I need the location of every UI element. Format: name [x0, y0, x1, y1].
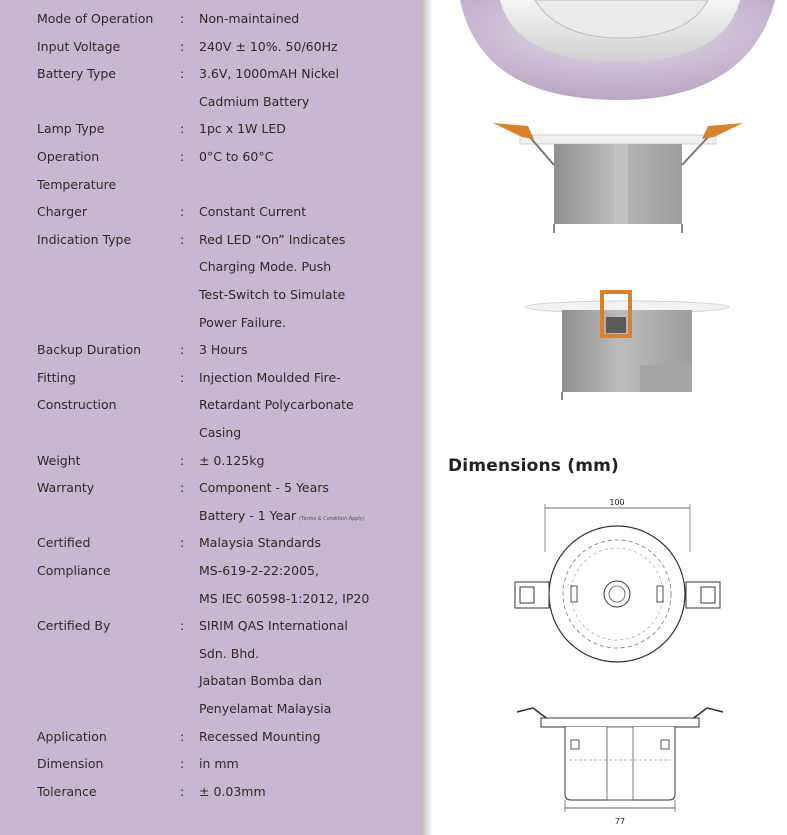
spec-value-text: Penyelamat Malaysia	[199, 701, 332, 716]
spec-label: Mode of Operation	[37, 11, 154, 26]
product-side-view-clips-open	[488, 115, 748, 240]
panel-shadow	[421, 0, 433, 835]
product-photo-top	[440, 0, 787, 100]
dimensions-title: Dimensions (mm)	[448, 456, 620, 476]
spec-label: Fitting	[37, 369, 76, 385]
spec-value-text: Injection Moulded Fire-	[199, 369, 341, 385]
spec-colon: :	[180, 783, 185, 799]
dimension-drawing-side-view	[515, 700, 725, 830]
spec-value	[199, 784, 266, 800]
spec-value	[199, 756, 239, 772]
spec-value	[199, 591, 369, 607]
spec-value-text: Component - 5 Years	[199, 480, 329, 496]
spec-value-text: MS IEC 60598-1:2012, IP20	[199, 590, 370, 606]
spec-label: Tolerance	[37, 783, 97, 799]
spec-value-text: ± 0.03mm	[199, 783, 266, 799]
spec-value-text: Non-maintained	[199, 11, 300, 26]
dimension-label-100: 100	[609, 498, 625, 507]
spec-value-text: 3 Hours	[199, 342, 248, 358]
spec-label: Charger	[37, 204, 87, 220]
spec-value-text: in mm	[199, 756, 239, 772]
spec-value-text: Red LED “On” Indicates	[199, 231, 346, 247]
spec-colon: :	[180, 452, 185, 468]
spec-label: Warranty	[37, 480, 95, 496]
spec-value-text: Power Failure.	[199, 314, 286, 330]
spec-value-text: 240V ± 10%. 50/60Hz	[199, 38, 338, 54]
product-side-view-clips-closed	[520, 285, 735, 405]
spec-value	[199, 425, 241, 441]
spec-label: Battery Type	[37, 66, 116, 82]
spec-value-text: Charging Mode. Push	[199, 259, 332, 275]
spec-value	[199, 39, 338, 55]
spec-colon: :	[180, 231, 185, 247]
spec-label: Weight	[37, 452, 81, 468]
spec-colon: :	[180, 535, 185, 551]
spec-value	[199, 287, 345, 303]
spec-value-text: MS-619-2-22:2005,	[199, 563, 319, 578]
spec-value	[199, 149, 273, 165]
terms-note: (Terms & Condition Apply)	[299, 515, 365, 522]
spec-value-text: ± 0.125kg	[199, 452, 265, 468]
spec-value	[199, 480, 329, 496]
spec-label: Certified By	[37, 618, 111, 634]
spec-value-text: 0°C to 60°C	[199, 149, 274, 164]
spec-value	[199, 535, 321, 551]
spec-value	[199, 342, 248, 358]
spec-colon: :	[180, 11, 185, 26]
spec-value	[199, 121, 286, 137]
spec-value-text: Test-Switch to Simulate	[199, 287, 346, 302]
spec-colon: :	[180, 342, 185, 358]
spec-value-text: Malaysia Standards	[199, 535, 321, 551]
spec-value-text: Sdn. Bhd.	[199, 645, 260, 661]
spec-colon: :	[180, 149, 185, 164]
spec-label: Indication Type	[37, 231, 132, 247]
spec-colon: :	[180, 204, 185, 220]
spec-value-text: Constant Current	[199, 204, 307, 220]
spec-value	[199, 259, 331, 275]
spec-colon: :	[180, 121, 185, 137]
spec-label: Dimension	[37, 756, 104, 772]
spec-value-text: 3.6V, 1000mAH Nickel	[199, 66, 339, 82]
spec-value	[199, 729, 321, 745]
spec-value-text: Battery - 1 Year	[199, 507, 297, 523]
spec-label: Input Voltage	[37, 38, 121, 54]
spec-colon: :	[180, 728, 185, 744]
spec-value	[199, 315, 286, 331]
spec-label: Application	[37, 728, 107, 744]
dimension-label-77: 77	[614, 817, 626, 826]
spec-value	[199, 232, 345, 248]
spec-value	[199, 11, 299, 27]
spec-value	[199, 94, 309, 110]
spec-colon: :	[180, 480, 185, 496]
spec-value	[199, 673, 322, 689]
spec-value-text: Casing	[199, 425, 242, 440]
spec-colon: :	[180, 756, 185, 772]
spec-value	[199, 370, 341, 386]
spec-value	[199, 646, 259, 662]
spec-colon: :	[180, 618, 185, 634]
spec-colon: :	[180, 66, 185, 82]
spec-value	[199, 66, 339, 82]
spec-value	[199, 508, 365, 527]
spec-value-text: Jabatan Bomba dan	[199, 673, 322, 689]
spec-value-text: Retardant Polycarbonate	[199, 397, 354, 413]
spec-value-text: Recessed Mounting	[199, 728, 321, 744]
spec-value	[199, 397, 354, 413]
spec-value	[199, 453, 264, 469]
spec-label: Temperature	[37, 176, 117, 192]
spec-label: Construction	[37, 397, 117, 413]
spec-colon: :	[180, 369, 185, 385]
spec-label: Certified	[37, 535, 91, 551]
spec-value	[199, 618, 348, 634]
spec-label: Lamp Type	[37, 121, 105, 137]
spec-label: Operation	[37, 149, 100, 164]
spec-value	[199, 204, 306, 220]
spec-label: Compliance	[37, 563, 111, 578]
spec-label: Backup Duration	[37, 342, 142, 358]
spec-value	[199, 701, 331, 717]
spec-value-text: 1pc x 1W LED	[199, 121, 286, 137]
spec-value-text: SIRIM QAS International	[199, 618, 348, 634]
spec-value	[199, 563, 319, 579]
spec-value-text: Cadmium Battery	[199, 93, 310, 109]
spec-colon: :	[180, 38, 185, 54]
dimension-drawing-top-view	[505, 492, 730, 672]
